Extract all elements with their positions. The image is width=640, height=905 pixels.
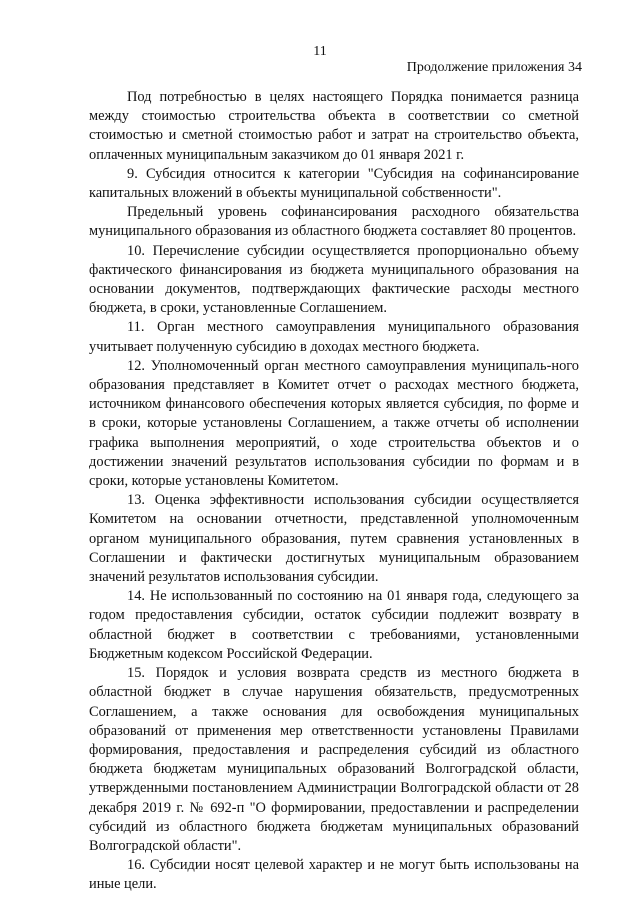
paragraph-10: 10. Перечисление субсидии осуществляется пропорционально объему фактического финансирования из бюджета муниципального образования на основании документов, подтверждающих фактические расходы местного бюджета, в сроки, установленные Соглашением.: [89, 242, 579, 317]
page-number: 11: [313, 44, 327, 59]
paragraph-16: 16. Субсидии носят целевой характер и не могут быть использованы на иные цели.: [89, 857, 579, 893]
paragraph-15: 15. Порядок и условия возврата средств из местного бюджета в областной бюджет в случае нарушения обязательств, предусмотренных Соглашением, а также основания для освобождения муниципальных образований от применения мер ответственности установлены Правилами формирования, предоставления и распределения субсидий из областного бюджета бюджетам муниципальных образований Волгоградской области, утвержденными постановлением Администрации Волгоградской области от 28 декабря 2019 г. № 692-п "О формировании, предоставлении и распределении субсидий из областного бюджета бюджетам муниципальных образований Волгоградской области".: [89, 665, 579, 854]
paragraph-continuation: Под потребностью в целях настоящего Порядка понимается разница между стоимостью строительства объекта в соответствии со сметной стоимостью и сметной стоимостью работ и затрат на строительство объекта, оплаченных муниципальным заказчиком до 01 января 2021 г.: [89, 89, 579, 163]
paragraph-13: 13. Оценка эффективности использования субсидии осуществляется Комитетом на основании отчетности, представленной уполномоченным органом муниципального образования, путем сравнения установленных в Соглашении и фактически достигнутых муниципальным образованием значений результатов использования субсидии.: [89, 492, 579, 586]
running-header: Продолжение приложения 34: [406, 60, 582, 75]
paragraph-12: 12. Уполномоченный орган местного самоуправления муниципаль-ного образования представляет в Комитет отчет о расходах местного бюджета, источником финансового обеспечения которых является субсидия, по форме и в сроки, которые установлены Соглашением, а также отчеты об исполнении графика выполнения мероприятий, о ходе строительства объектов и о достижении значений результатов использования субсидии по формам и в сроки, которые установлены Комитетом.: [89, 357, 579, 490]
paragraph-11: 11. Орган местного самоуправления муниципального образования учитывает полученную субсидию в доходах местного бюджета.: [89, 319, 579, 355]
paragraph-9: 9. Субсидия относится к категории "Субсидия на софинансирование капитальных вложений в объекты муниципальной собственности".: [89, 165, 579, 202]
paragraph-cofinancing-level: Предельный уровень софинансирования расходного обязательства муниципального образования из областного бюджета составляет 80 процентов.: [89, 204, 579, 240]
paragraph-14: 14. Не использованный по состоянию на 01 января года, следующего за годом предоставления субсидии, остаток субсидии подлежит возврату в областной бюджет в соответствии с требованиями, установленными Бюджетным кодексом Российской Федерации.: [89, 588, 579, 662]
document-body: [89, 88, 579, 895]
